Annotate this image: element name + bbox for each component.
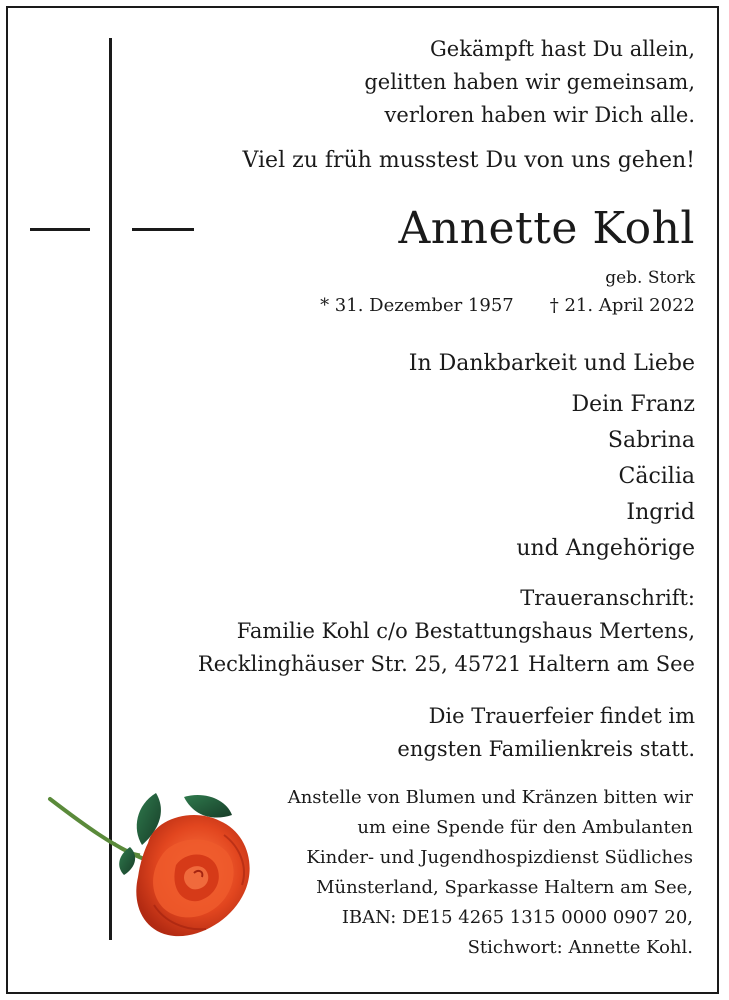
quote-line: verloren haben wir Dich alle.: [384, 103, 695, 127]
mourner-name: Cäcilia: [618, 464, 695, 489]
service-line: engsten Familienkreis statt.: [397, 737, 695, 761]
mourner-name: und Angehörige: [516, 536, 695, 561]
donation-line: Münsterland, Sparkasse Haltern am See,: [316, 877, 693, 898]
donation-line: Stichwort: Annette Kohl.: [467, 937, 693, 958]
mourning-address: [198, 582, 695, 681]
mourner-name: Sabrina: [607, 428, 695, 453]
deceased-name: Annette Kohl: [398, 203, 695, 254]
cross-left-bar: [30, 228, 90, 231]
cross-right-bar: [132, 228, 194, 231]
donation-request: [288, 783, 693, 963]
donation-line: um eine Spende für den Ambulanten: [357, 817, 693, 838]
birth-name: geb. Stork: [605, 268, 695, 288]
death-date: † 21. April 2022: [549, 295, 695, 316]
mourners-list: [516, 387, 695, 567]
quote-line: Gekämpft hast Du allein,: [430, 37, 695, 61]
service-line: Die Trauerfeier findet im: [428, 704, 695, 728]
mourner-name: Ingrid: [626, 500, 695, 525]
donation-line: IBAN: DE15 4265 1315 0000 0907 20,: [341, 907, 693, 928]
mourners-intro: In Dankbarkeit und Liebe: [408, 351, 695, 376]
address-line: Traueranschrift:: [520, 586, 695, 610]
subtitle: Viel zu früh musstest Du von uns gehen!: [242, 148, 695, 173]
birth-date: * 31. Dezember 1957: [320, 295, 514, 316]
mourner-name: Dein Franz: [571, 392, 695, 417]
address-line: Recklinghäuser Str. 25, 45721 Haltern am See: [197, 652, 695, 676]
donation-line: Kinder- und Jugendhospizdienst Südliches: [306, 847, 693, 868]
donation-line: Anstelle von Blumen und Kränzen bitten wir: [287, 787, 693, 808]
quote-block: [364, 33, 695, 132]
funeral-service-note: [397, 700, 695, 766]
life-dates: [320, 292, 695, 320]
rose-illustration: [44, 785, 264, 945]
address-line: Familie Kohl c/o Bestattungshaus Mertens,: [236, 619, 695, 643]
quote-line: gelitten haben wir gemeinsam,: [364, 70, 695, 94]
